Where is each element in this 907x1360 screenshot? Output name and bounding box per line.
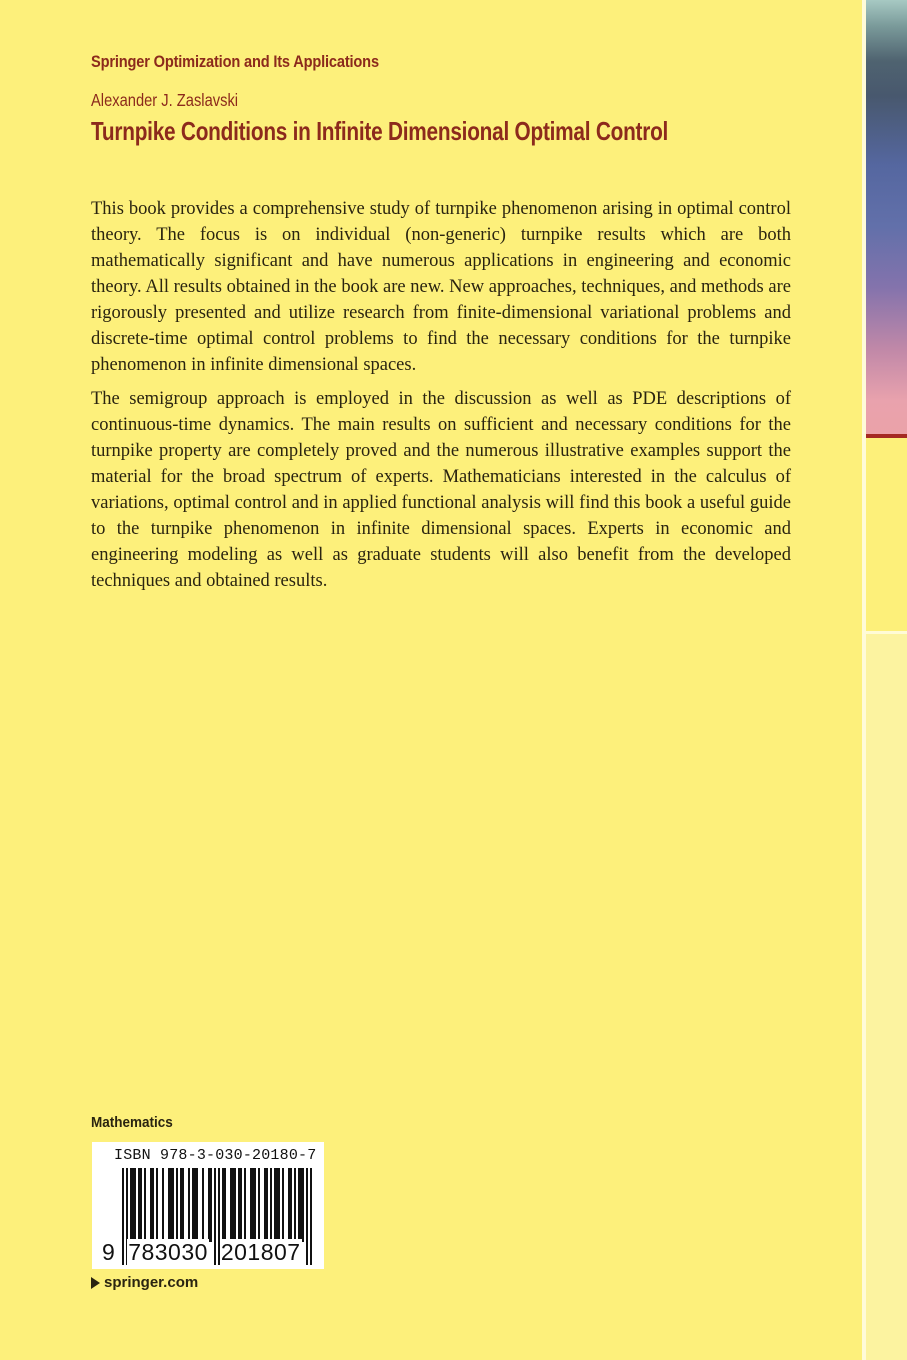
book-title: Turnpike Conditions in Infinite Dimensional Optimal Control [91, 116, 669, 146]
ean-first-digit: 9 [102, 1239, 116, 1265]
series-name: Springer Optimization and Its Applications [91, 52, 379, 71]
site-link-label: springer.com [104, 1274, 199, 1291]
ean-right-group: 201807 [220, 1239, 301, 1265]
author-name: Alexander J. Zaslavski [91, 90, 239, 110]
spine-yellow-block [866, 438, 907, 632]
blurb-paragraph-2: The semigroup approach is employed in the discussion as well as PDE descriptions of continuous-time dynamics. The main results on sufficient and necessary conditions for the turnpike property are completely proved and the numerous illustrative examples support the material for the broad spectrum of experts. Mathematicians interested in the calculus of variations, optimal control and in applied functional analysis will find this book a useful guide to the turnpike phenomenon in infinite dimensional spaces. Experts in economic and engineering modeling as well as graduate students will also benefit from the developed techniques and obtained results. [91, 389, 791, 591]
blurb-paragraph-1: This book provides a comprehensive study of turnpike phenomenon arising in optimal control theory. The focus is on individual (non-generic) turnpike results which are both mathematically significant and have numerous applications in engineering and economic theory. All results obtained in the book are new. New approaches, techniques, and methods are rigorously presented and utilize research from finite-dimensional variational problems and discrete-time optimal control problems to find the necessary conditions for the turnpike phenomenon in infinite dimensional spaces. [91, 199, 791, 375]
ean-left-group: 783030 [128, 1239, 208, 1265]
spine-gradient-band [866, 0, 907, 436]
subject-category: Mathematics [91, 1114, 173, 1131]
isbn-label: ISBN 978-3-030-20180-7 [114, 1147, 317, 1164]
springer-website-link[interactable] [91, 1274, 198, 1291]
spine-lower-block [866, 634, 907, 1360]
isbn-barcode [92, 1142, 324, 1269]
ean-digits [101, 1239, 302, 1266]
play-arrow-icon [91, 1277, 100, 1289]
